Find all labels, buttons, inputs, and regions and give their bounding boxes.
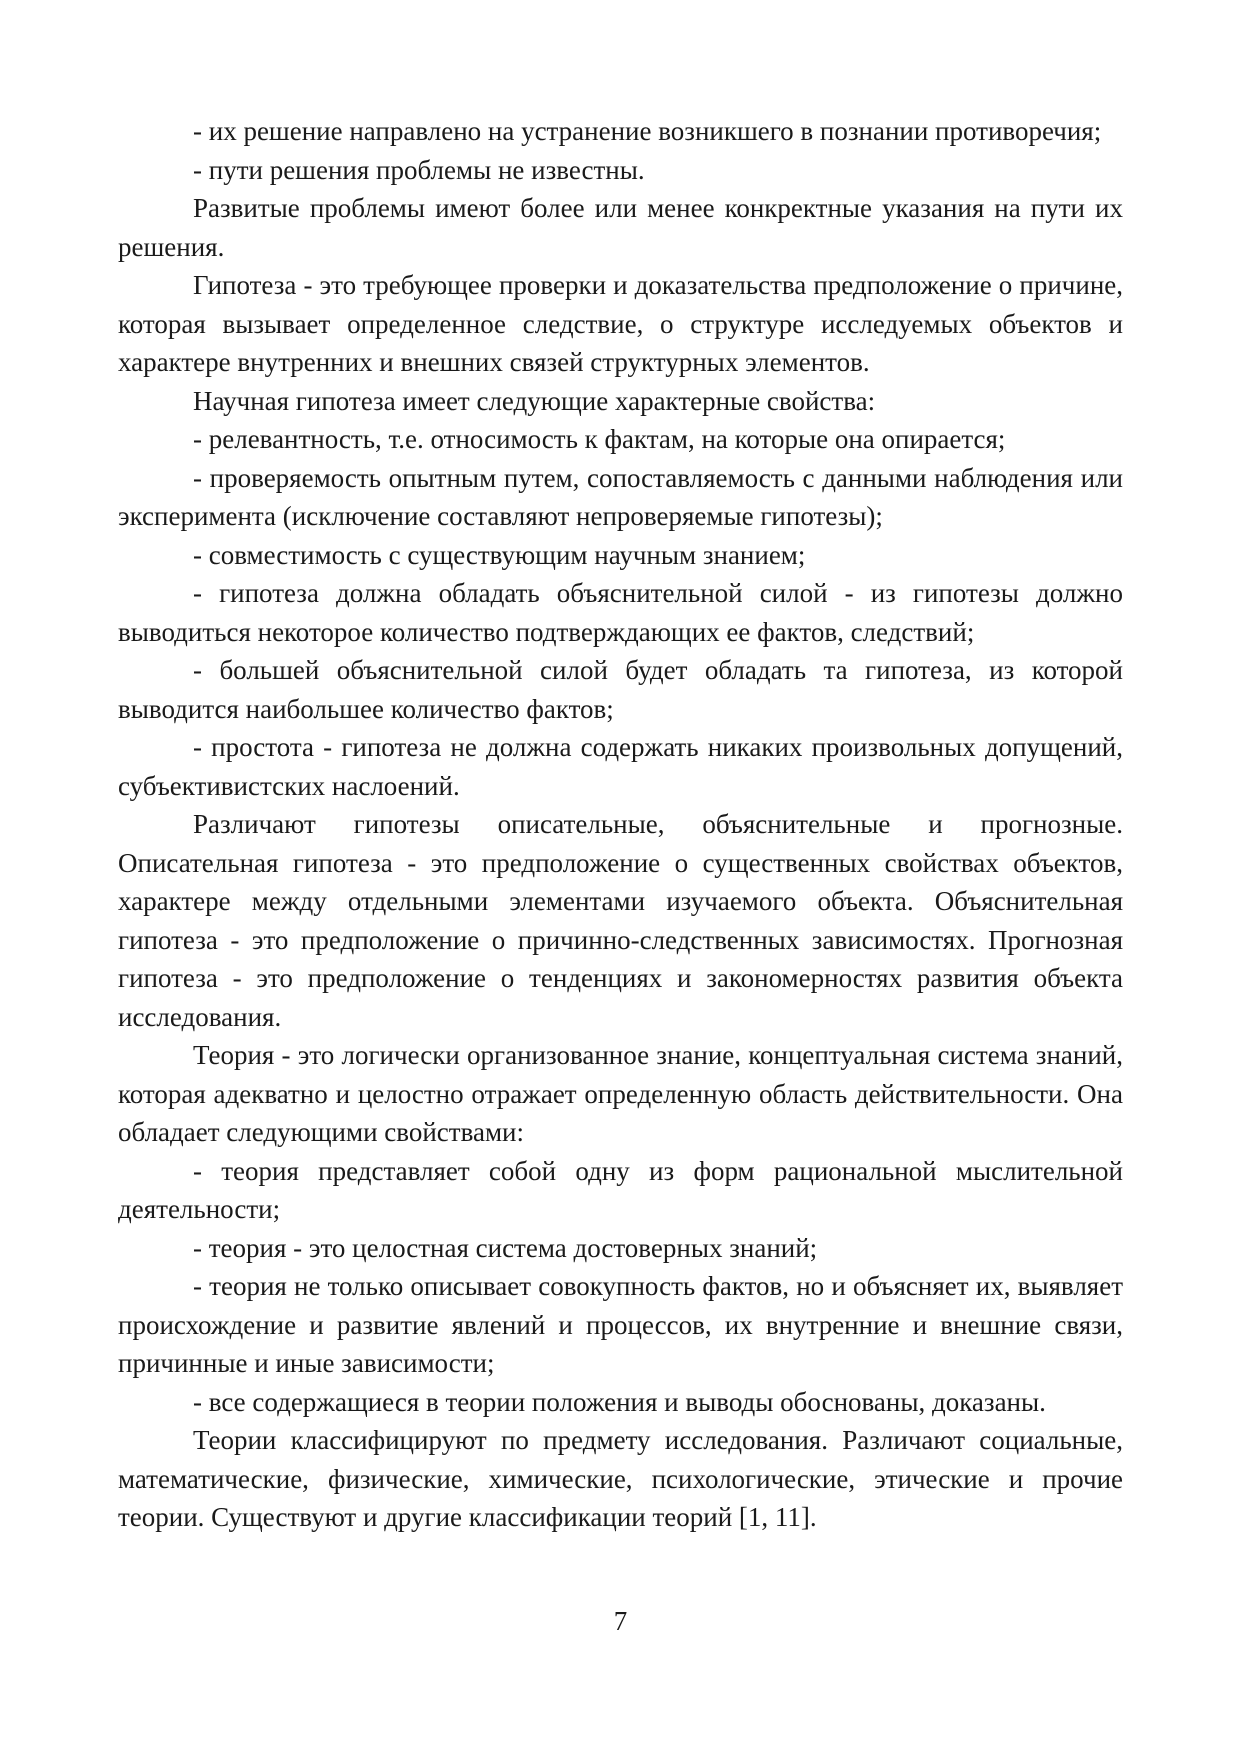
paragraph-7: - проверяемость опытным путем, сопоставляемость с данными наблюдения или эксперимента (исключение составляют непроверяемые гипотезы); [118, 462, 1123, 531]
paragraph-14: - теория представляет собой одну из форм рациональной мыслительной деятельности; [118, 1155, 1123, 1224]
paragraph-9: - гипотеза должна обладать объяснительной силой - из гипотезы должно выводиться некоторое количество подтверждающих ее фактов, следствий; [118, 578, 1123, 647]
paragraph-3: Развитые проблемы имеют более или менее конкректные указания на пути их решения. [118, 193, 1123, 262]
paragraph-8: - совместимость с существующим научным знанием; [193, 539, 806, 570]
paragraph-10: - большей объяснительной силой будет обладать та гипотеза, из которой выводится наибольшее количество фактов; [118, 655, 1123, 724]
paragraph-5: Научная гипотеза имеет следующие характерные свойства: [193, 385, 876, 416]
paragraph-12: Различают гипотезы описательные, объяснительные и прогнозные. Описательная гипотеза - это предположение о существенных свойствах объектов, характере между отдельными элементами изучаемого объекта. Объяснительная гипотеза - это предположение о причинно-следственных зависимостях. Прогнозная гипотеза - это предположение о тенденциях и закономерностях развития объекта исследования. [118, 809, 1123, 1032]
page-number: 7 [613, 1606, 628, 1636]
paragraph-11: - простота - гипотеза не должна содержать никаких произвольных допущений, субъективистских наслоений. [118, 732, 1123, 801]
paragraph-15: - теория - это целостная система достоверных знаний; [193, 1232, 818, 1263]
paragraph-6: - релевантность, т.е. относимость к фактам, на которые она опирается; [193, 424, 1006, 454]
paragraph-13: Теория - это логически организованное знание, концептуальная система знаний, которая адекватно и целостно отражает определенную область действительности. Она обладает следующими свойствами: [118, 1040, 1123, 1147]
paragraph-18: Теории классифицируют по предмету исследования. Различают социальные, математические, физические, химические, психологические, этические и прочие теории. Существуют и другие классификации теорий [1, 11]. [118, 1425, 1123, 1532]
paragraph-17: - все содержащиеся в теории положения и выводы обоснованы, доказаны. [193, 1386, 1046, 1417]
paragraph-16: - теория не только описывает совокупность фактов, но и объясняет их, выявляет происхождение и развитие явлений и процессов, их внутренние и внешние связи, причинные и иные зависимости; [118, 1271, 1123, 1378]
body-text [118, 112, 1123, 1537]
paragraph-4: Гипотеза - это требующее проверки и доказательства предположение о причине, которая вызывает определенное следствие, о структуре исследуемых объектов и характере внутренних и внешних связей структурных элементов. [118, 270, 1123, 377]
paragraph-2: - пути решения проблемы не известны. [193, 154, 645, 185]
paragraph-1: - их решение направлено на устранение возникшего в познании противоречия; [193, 116, 1102, 146]
